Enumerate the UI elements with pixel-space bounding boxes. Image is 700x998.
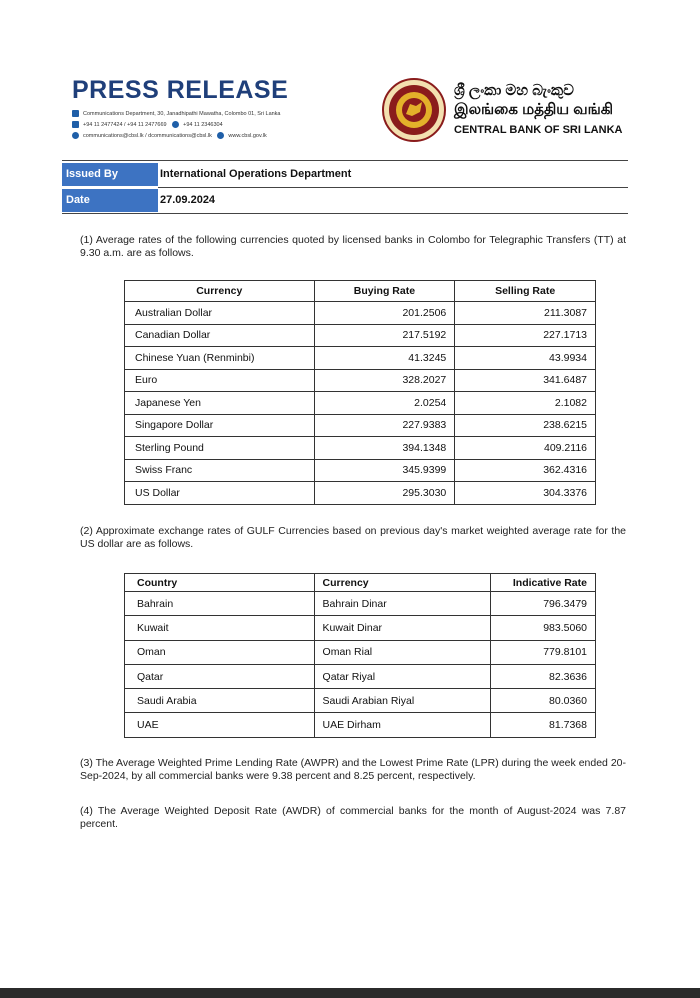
tt-rates-table (124, 280, 596, 505)
section-1-text: (1) Average rates of the following currencies quoted by licensed banks in Colombo for Telegraphic Transfers (TT) at 9.30 a.m. are as follows. (80, 234, 626, 259)
table-row (125, 392, 596, 415)
buying-rate-cell: 345.9399 (314, 459, 455, 482)
currency-cell: Qatar Riyal (314, 664, 491, 688)
column-header: Buying Rate (314, 281, 455, 302)
section-4-text: (4) The Average Weighted Deposit Rate (AWDR) of commercial banks for the month of August-2024 was 7.87 percent. (80, 805, 626, 830)
column-header: Indicative Rate (491, 574, 596, 592)
globe-icon (217, 132, 224, 139)
gulf-rates-table (124, 573, 596, 738)
bank-name-sinhala: ශ්‍රී ලංකා මහ බැංකුව (454, 82, 574, 99)
currency-cell: UAE Dirham (314, 713, 491, 737)
buying-rate-cell: 328.2027 (314, 369, 455, 392)
buying-rate-cell: 217.5192 (314, 324, 455, 347)
selling-rate-cell: 43.9934 (455, 347, 596, 370)
table-row (125, 616, 596, 640)
country-cell: Kuwait (125, 616, 315, 640)
buying-rate-cell: 41.3245 (314, 347, 455, 370)
phone-icon (72, 121, 79, 128)
currency-cell: Bahrain Dinar (314, 592, 491, 616)
indicative-rate-cell: 983.5060 (491, 616, 596, 640)
column-header: Country (125, 574, 315, 592)
table-row (125, 640, 596, 664)
contact-phone: +94 11 2477424 / +94 11 2477669 +94 11 2346304 (72, 121, 223, 128)
currency-cell: Kuwait Dinar (314, 616, 491, 640)
email-icon (72, 132, 79, 139)
fax-icon (172, 121, 179, 128)
section-2-text: (2) Approximate exchange rates of GULF Currencies based on previous day's market weighted average rate for the US dollar are as follows. (80, 525, 626, 550)
table-header-row (125, 281, 596, 302)
table-header-row (125, 574, 596, 592)
selling-rate-cell: 2.1082 (455, 392, 596, 415)
address-icon (72, 110, 79, 117)
table-row (125, 482, 596, 505)
indicative-rate-cell: 82.3636 (491, 664, 596, 688)
table-row (125, 592, 596, 616)
cbsl-seal-logo (382, 78, 446, 142)
date-value: 27.09.2024 (160, 194, 216, 206)
country-cell: Oman (125, 640, 315, 664)
country-cell: Bahrain (125, 592, 315, 616)
currency-cell: Australian Dollar (125, 302, 315, 325)
section-3-text: (3) The Average Weighted Prime Lending Rate (AWPR) and the Lowest Prime Rate (LPR) during the week ended 20-Sep-2024, by all commercial banks were 9.38 percent and 8.25 percent, respectively. (80, 757, 626, 782)
table-row (125, 459, 596, 482)
country-cell: UAE (125, 713, 315, 737)
currency-cell: Chinese Yuan (Renminbi) (125, 347, 315, 370)
selling-rate-cell: 238.6215 (455, 414, 596, 437)
currency-cell: Canadian Dollar (125, 324, 315, 347)
currency-cell: Japanese Yen (125, 392, 315, 415)
column-header: Selling Rate (455, 281, 596, 302)
indicative-rate-cell: 779.8101 (491, 640, 596, 664)
table-row (125, 414, 596, 437)
currency-cell: US Dollar (125, 482, 315, 505)
buying-rate-cell: 394.1348 (314, 437, 455, 460)
table-row (125, 324, 596, 347)
date-label: Date (62, 189, 158, 212)
selling-rate-cell: 304.3376 (455, 482, 596, 505)
table-row (125, 302, 596, 325)
issued-by-label: Issued By (62, 163, 158, 186)
contact-email: communications@cbsl.lk / dcommunications@cbsl.lk www.cbsl.gov.lk (72, 132, 267, 139)
buying-rate-cell: 201.2506 (314, 302, 455, 325)
currency-cell: Euro (125, 369, 315, 392)
currency-cell: Sterling Pound (125, 437, 315, 460)
table-row (125, 689, 596, 713)
buying-rate-cell: 295.3030 (314, 482, 455, 505)
bottom-bar (0, 988, 700, 998)
country-cell: Qatar (125, 664, 315, 688)
table-row (125, 664, 596, 688)
divider (62, 160, 628, 161)
table-row (125, 347, 596, 370)
table-row (125, 437, 596, 460)
selling-rate-cell: 341.6487 (455, 369, 596, 392)
contact-address: Communications Department, 30, Janadhipathi Mawatha, Colombo 01, Sri Lanka (72, 110, 281, 117)
currency-cell: Singapore Dollar (125, 414, 315, 437)
buying-rate-cell: 2.0254 (314, 392, 455, 415)
currency-cell: Saudi Arabian Riyal (314, 689, 491, 713)
table-row (125, 713, 596, 737)
buying-rate-cell: 227.9383 (314, 414, 455, 437)
indicative-rate-cell: 796.3479 (491, 592, 596, 616)
currency-cell: Swiss Franc (125, 459, 315, 482)
indicative-rate-cell: 81.7368 (491, 713, 596, 737)
indicative-rate-cell: 80.0360 (491, 689, 596, 713)
selling-rate-cell: 227.1713 (455, 324, 596, 347)
country-cell: Saudi Arabia (125, 689, 315, 713)
bank-name-tamil: இலங்கை மத்திய வங்கி (454, 101, 614, 118)
divider (158, 187, 628, 188)
currency-cell: Oman Rial (314, 640, 491, 664)
column-header: Currency (125, 281, 315, 302)
issued-by-value: International Operations Department (160, 168, 352, 180)
selling-rate-cell: 409.2116 (455, 437, 596, 460)
bank-name-english: CENTRAL BANK OF SRI LANKA (454, 124, 623, 136)
divider (62, 213, 628, 214)
press-release-title: PRESS RELEASE (72, 76, 289, 104)
table-row (125, 369, 596, 392)
column-header: Currency (314, 574, 491, 592)
selling-rate-cell: 211.3087 (455, 302, 596, 325)
selling-rate-cell: 362.4316 (455, 459, 596, 482)
